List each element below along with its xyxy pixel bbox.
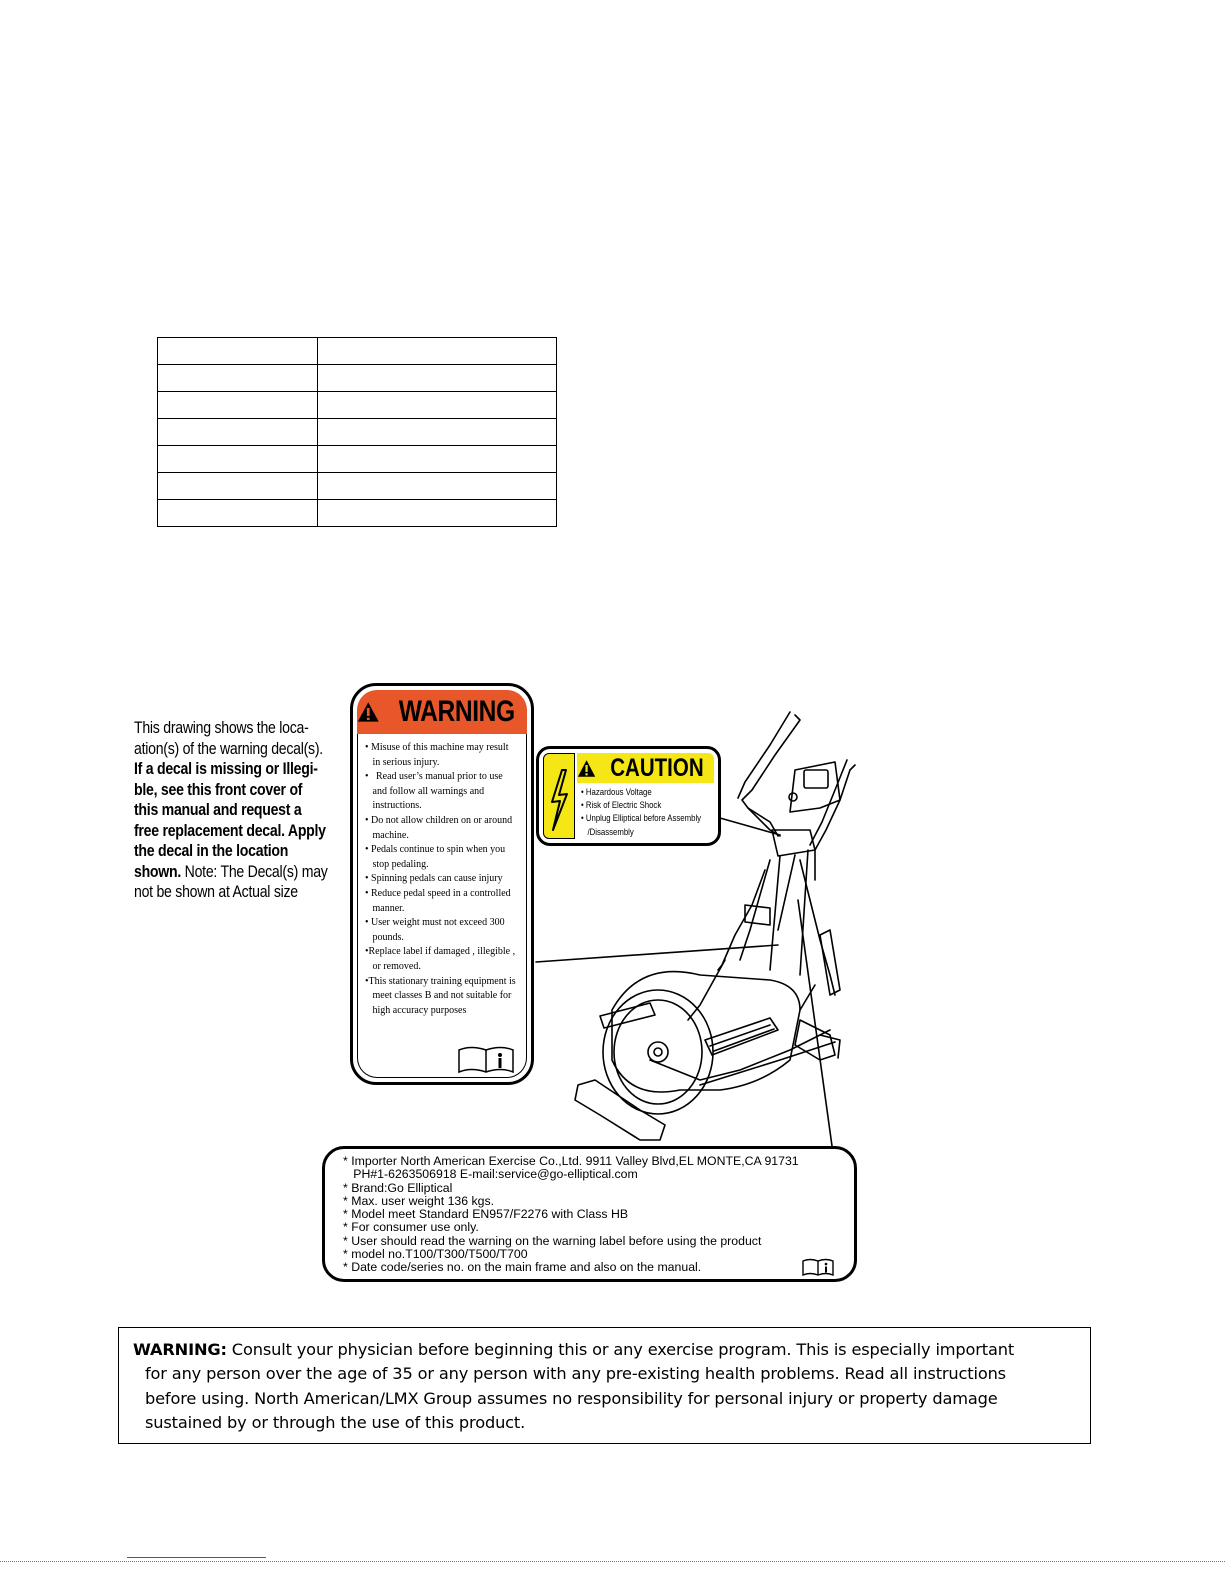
left-handlebar	[742, 715, 800, 836]
intro-bold-line: shown.	[134, 862, 182, 881]
list-item: • Misuse of this machine may result	[365, 742, 509, 753]
manual-book-icon	[801, 1257, 835, 1277]
warning-text-line: for any person over the age of 35 or any person with any pre-existing health problems. Read all instructions	[145, 1364, 1006, 1384]
list-item: PH#1-6263506918 E-mail:service@go-elliptical.com	[343, 1167, 638, 1182]
caution-decal-list	[581, 786, 722, 839]
list-item: high accuracy purposes	[365, 1004, 467, 1016]
list-item: • User weight must not exceed 300	[365, 917, 505, 929]
list-item: * Brand:Go Elliptical	[343, 1180, 453, 1195]
list-item: meet classes B and not suitable for	[365, 990, 512, 1002]
page-break-rule	[0, 1561, 1225, 1562]
list-item: and follow all warnings and	[365, 785, 485, 797]
front-foot	[575, 1080, 665, 1140]
intro-line: ation(s) of the warning decal(s).	[134, 739, 323, 758]
intro-bold-line: this manual and request a	[134, 801, 302, 819]
list-item: • Hazardous Voltage	[581, 787, 652, 798]
intro-bold-line: the decal in the location	[134, 842, 289, 860]
list-item: * User should read the warning on the warning label before using the product	[343, 1233, 762, 1248]
list-item: * Max. user weight 136 kgs.	[343, 1193, 495, 1208]
list-item: * Importer North American Exercise Co.,Ltd. 9911 Valley Blvd,EL MONTE,CA 91731	[343, 1154, 799, 1168]
list-item: • Unplug Elliptical before Assembly	[581, 813, 702, 825]
caution-bolt-panel	[543, 753, 575, 839]
warning-decal-title: WARNING	[398, 695, 515, 728]
list-item: * Model meet Standard EN957/F2276 with Class HB	[343, 1207, 629, 1222]
list-item: manner.	[365, 902, 405, 914]
caution-decal-header	[577, 753, 714, 783]
list-item: * model no.T100/T300/T500/T700	[343, 1247, 528, 1262]
warning-triangle-icon	[357, 699, 380, 725]
importer-info-list	[343, 1155, 799, 1275]
list-item: stop pedaling.	[365, 858, 429, 870]
intro-bold-line: If a decal is missing or Illegi-	[134, 760, 318, 778]
warning-decal	[350, 683, 534, 1085]
list-item: instructions.	[365, 800, 422, 812]
caution-decal	[536, 746, 721, 846]
list-item: in serious injury.	[365, 756, 440, 768]
warning-text-line: before using. North American/LMX Group assumes no responsibility for personal injury or property damage	[145, 1388, 998, 1408]
warning-text-line: sustained by or through the use of this product.	[145, 1413, 526, 1433]
list-item: or removed.	[365, 960, 421, 972]
list-item: machine.	[365, 829, 409, 841]
intro-line: not be shown at Actual size	[134, 883, 298, 901]
warning-decal-header	[357, 690, 527, 734]
warning-label: WARNING:	[133, 1340, 227, 1359]
list-item: • Spinning pedals can cause injury	[365, 873, 503, 885]
intro-line: Note: The Decal(s) may	[181, 862, 328, 881]
warning-triangle-icon	[577, 758, 596, 779]
importer-info-decal	[322, 1146, 857, 1282]
list-item: • Do not allow children on or around	[365, 814, 513, 826]
list-item: • Read user’s manual prior to use	[365, 771, 503, 783]
intro-bold-line: ble, see this front cover of	[134, 780, 303, 799]
lightning-bolt-icon	[547, 768, 571, 832]
intro-bold-line: free replacement decal. Apply	[134, 821, 326, 840]
list-item: * Date code/series no. on the main frame and also on the manual.	[343, 1260, 702, 1275]
warning-text-line: Consult your physician before beginning this or any exercise program. This is especially important	[226, 1340, 1015, 1359]
leader-line	[720, 818, 780, 835]
footnote-rule	[127, 1557, 266, 1558]
list-item: * For consumer use only.	[343, 1220, 479, 1235]
list-item: •Replace label if damaged , illegible ,	[365, 946, 516, 958]
intro-line: This drawing shows the loca-	[134, 719, 309, 737]
list-item: /Disassembly	[581, 826, 634, 838]
list-item: pounds.	[365, 931, 404, 943]
caution-decal-title: CAUTION	[610, 753, 704, 782]
list-item: • Pedals continue to spin when you	[365, 844, 506, 856]
list-item: • Risk of Electric Shock	[581, 800, 662, 812]
warning-decal-list	[365, 741, 527, 1018]
manual-book-icon	[457, 1044, 515, 1074]
list-item: • Reduce pedal speed in a controlled	[365, 887, 511, 899]
physician-warning-box	[118, 1327, 1091, 1444]
list-item: •This stationary training equipment is	[365, 975, 516, 987]
